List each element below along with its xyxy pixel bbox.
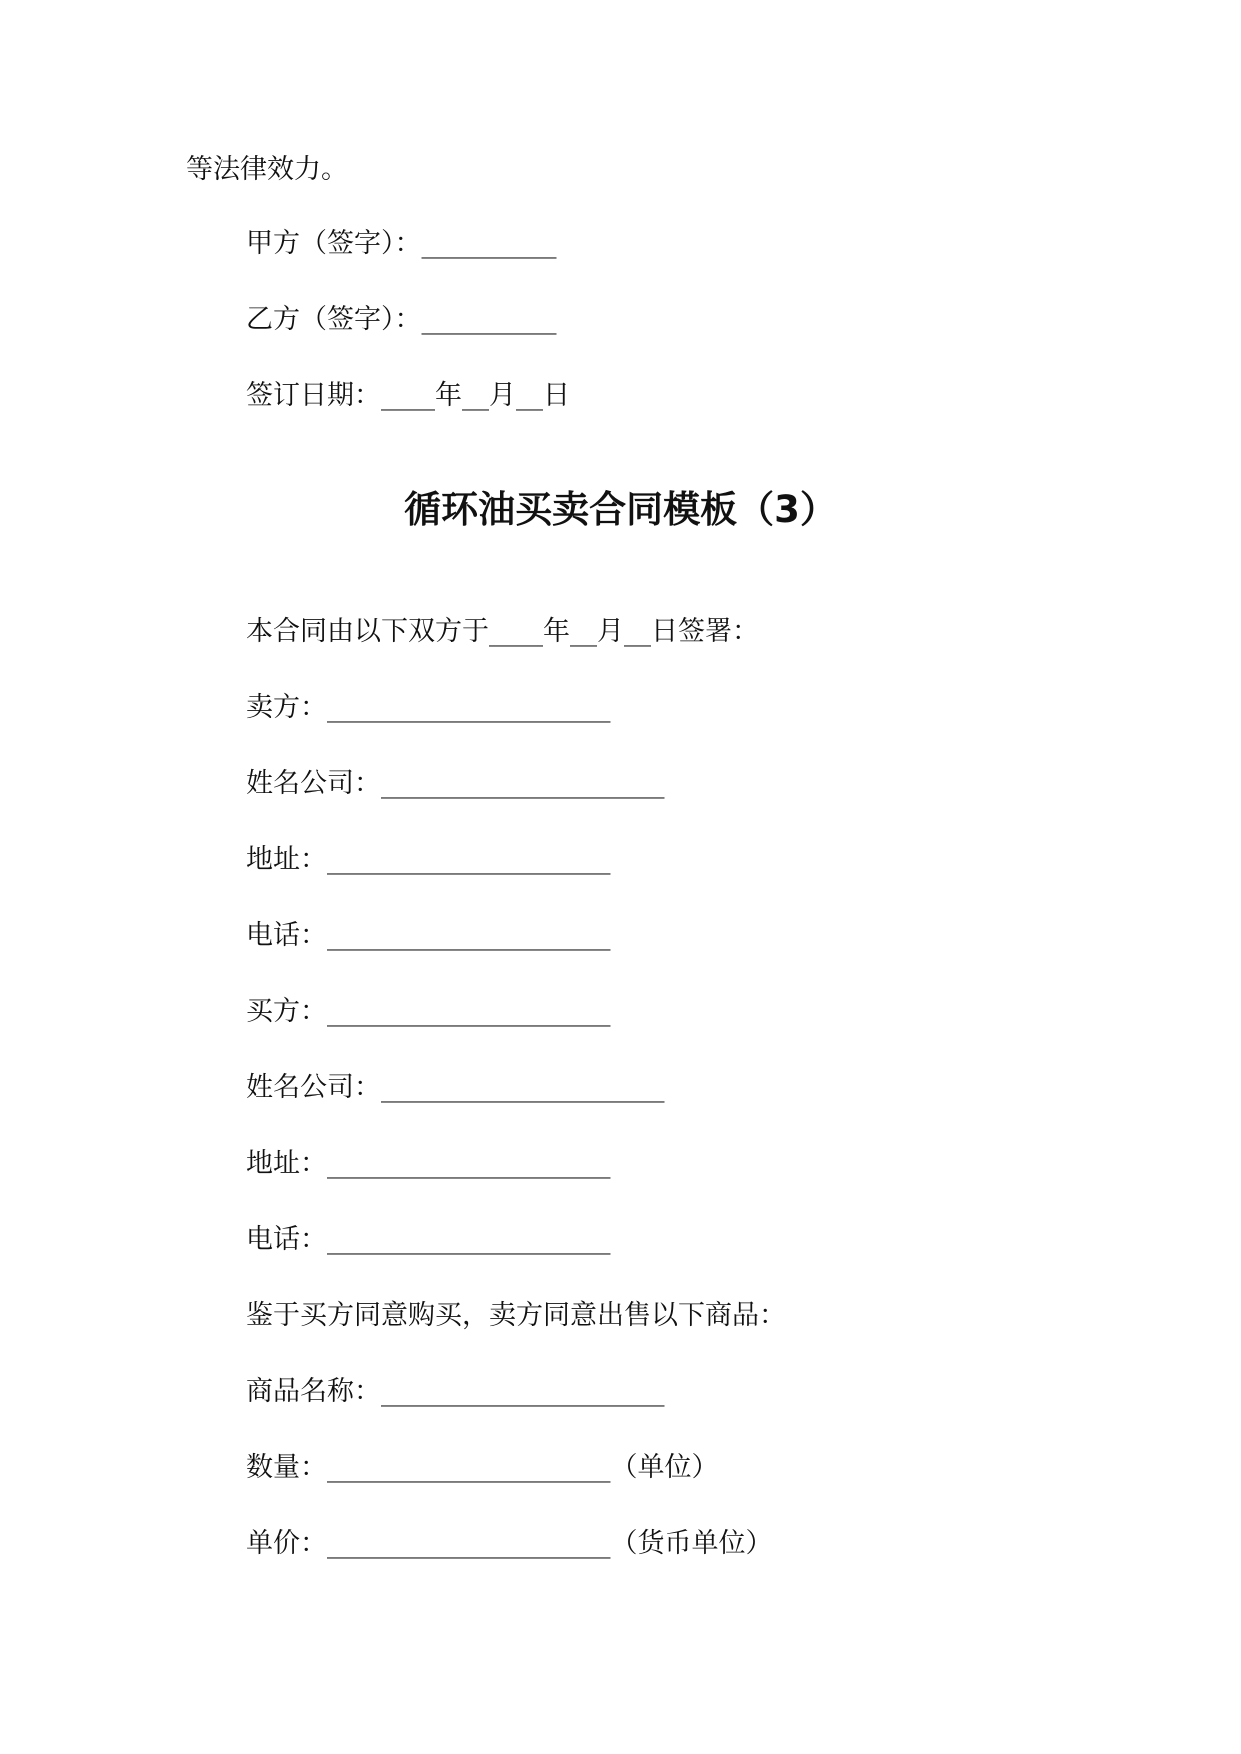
signing-date-line: 签订日期：____年__月__日: [246, 380, 570, 411]
unit-price-line: 单价：_____________________（货币单位）: [246, 1528, 773, 1559]
seller-phone-line: 电话：_____________________: [246, 920, 611, 951]
buyer-address-line: 地址：_____________________: [246, 1148, 611, 1179]
seller-address-line: 地址：_____________________: [246, 844, 611, 875]
quantity-line: 数量：_____________________（单位）: [246, 1452, 719, 1483]
seller-line: 卖方：_____________________: [246, 692, 611, 723]
buyer-phone-line: 电话：_____________________: [246, 1224, 611, 1255]
text-line: 等法律效力。: [186, 154, 348, 185]
party-a-signature-line: 甲方（签字）：__________: [246, 228, 557, 259]
buyer-line: 买方：_____________________: [246, 996, 611, 1027]
party-b-signature-line: 乙方（签字）：__________: [246, 304, 557, 335]
product-name-line: 商品名称：_____________________: [246, 1376, 665, 1407]
agreement-intro-line: 本合同由以下双方于____年__月__日签署：: [246, 616, 759, 647]
buyer-company-line: 姓名公司：_____________________: [246, 1072, 665, 1103]
agreement-statement-line: 鉴于买方同意购买，卖方同意出售以下商品：: [246, 1300, 786, 1331]
seller-company-line: 姓名公司：_____________________: [246, 768, 665, 799]
document-title: 循环油买卖合同模板（3）: [404, 488, 837, 531]
